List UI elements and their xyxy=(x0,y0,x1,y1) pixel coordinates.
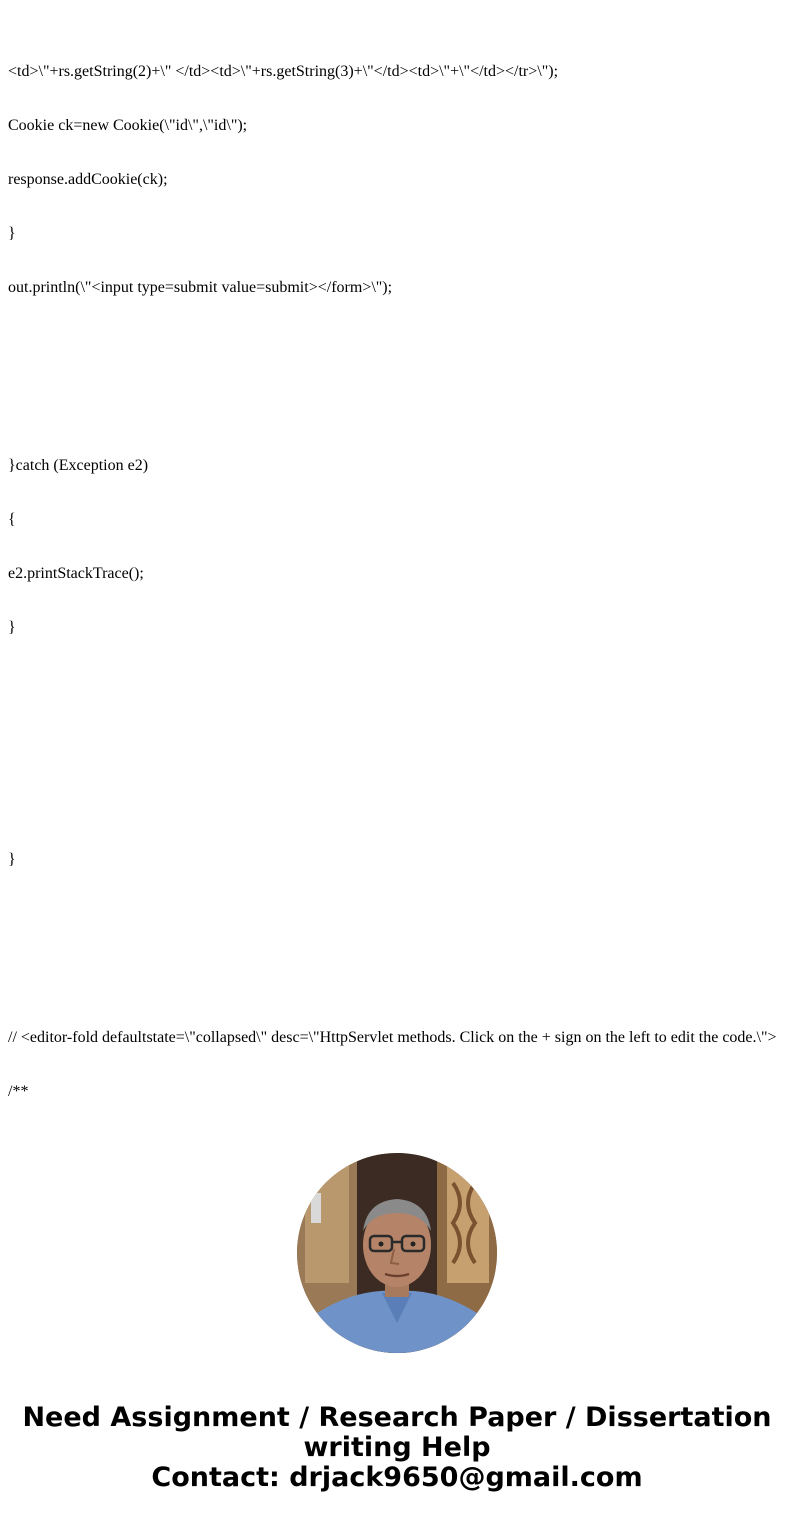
promo-banner xyxy=(0,1403,794,1493)
code-line: }catch (Exception e2) xyxy=(8,457,149,474)
code-line: { xyxy=(8,511,16,528)
person-portrait-icon xyxy=(297,1153,497,1353)
code-block-3 xyxy=(8,815,788,905)
code-line: // <editor-fold defaultstate=\"collapsed\" desc=\"HttpServlet methods. Click on the + sign on the left to edit the code.\"> xyxy=(8,1029,777,1046)
code-line: Cookie ck=new Cookie(\"id\",\"id\"); xyxy=(8,117,248,134)
code-line: } xyxy=(8,619,16,636)
code-block-4 xyxy=(8,993,788,1122)
code-block-2 xyxy=(8,421,788,673)
author-avatar xyxy=(297,1153,497,1353)
code-line: <td>\"+rs.getString(2)+\" </td><td>\"+rs.getString(3)+\"</td><td>\"+\"</td></tr>\"); xyxy=(8,63,559,80)
code-listing xyxy=(8,0,788,1122)
code-line: /** xyxy=(8,1083,29,1100)
code-line: e2.printStackTrace(); xyxy=(8,565,144,582)
promo-line-2: writing Help xyxy=(303,1432,491,1463)
promo-contact: Contact: drjack9650@gmail.com xyxy=(151,1462,643,1493)
code-block-1 xyxy=(8,27,788,333)
code-line: } xyxy=(8,225,16,242)
code-line: response.addCookie(ck); xyxy=(8,171,168,188)
code-line: } xyxy=(8,851,16,868)
promo-line-1: Need Assignment / Research Paper / Dissertation xyxy=(22,1402,772,1433)
code-line: out.println(\"<input type=submit value=submit></form>\"); xyxy=(8,279,393,296)
